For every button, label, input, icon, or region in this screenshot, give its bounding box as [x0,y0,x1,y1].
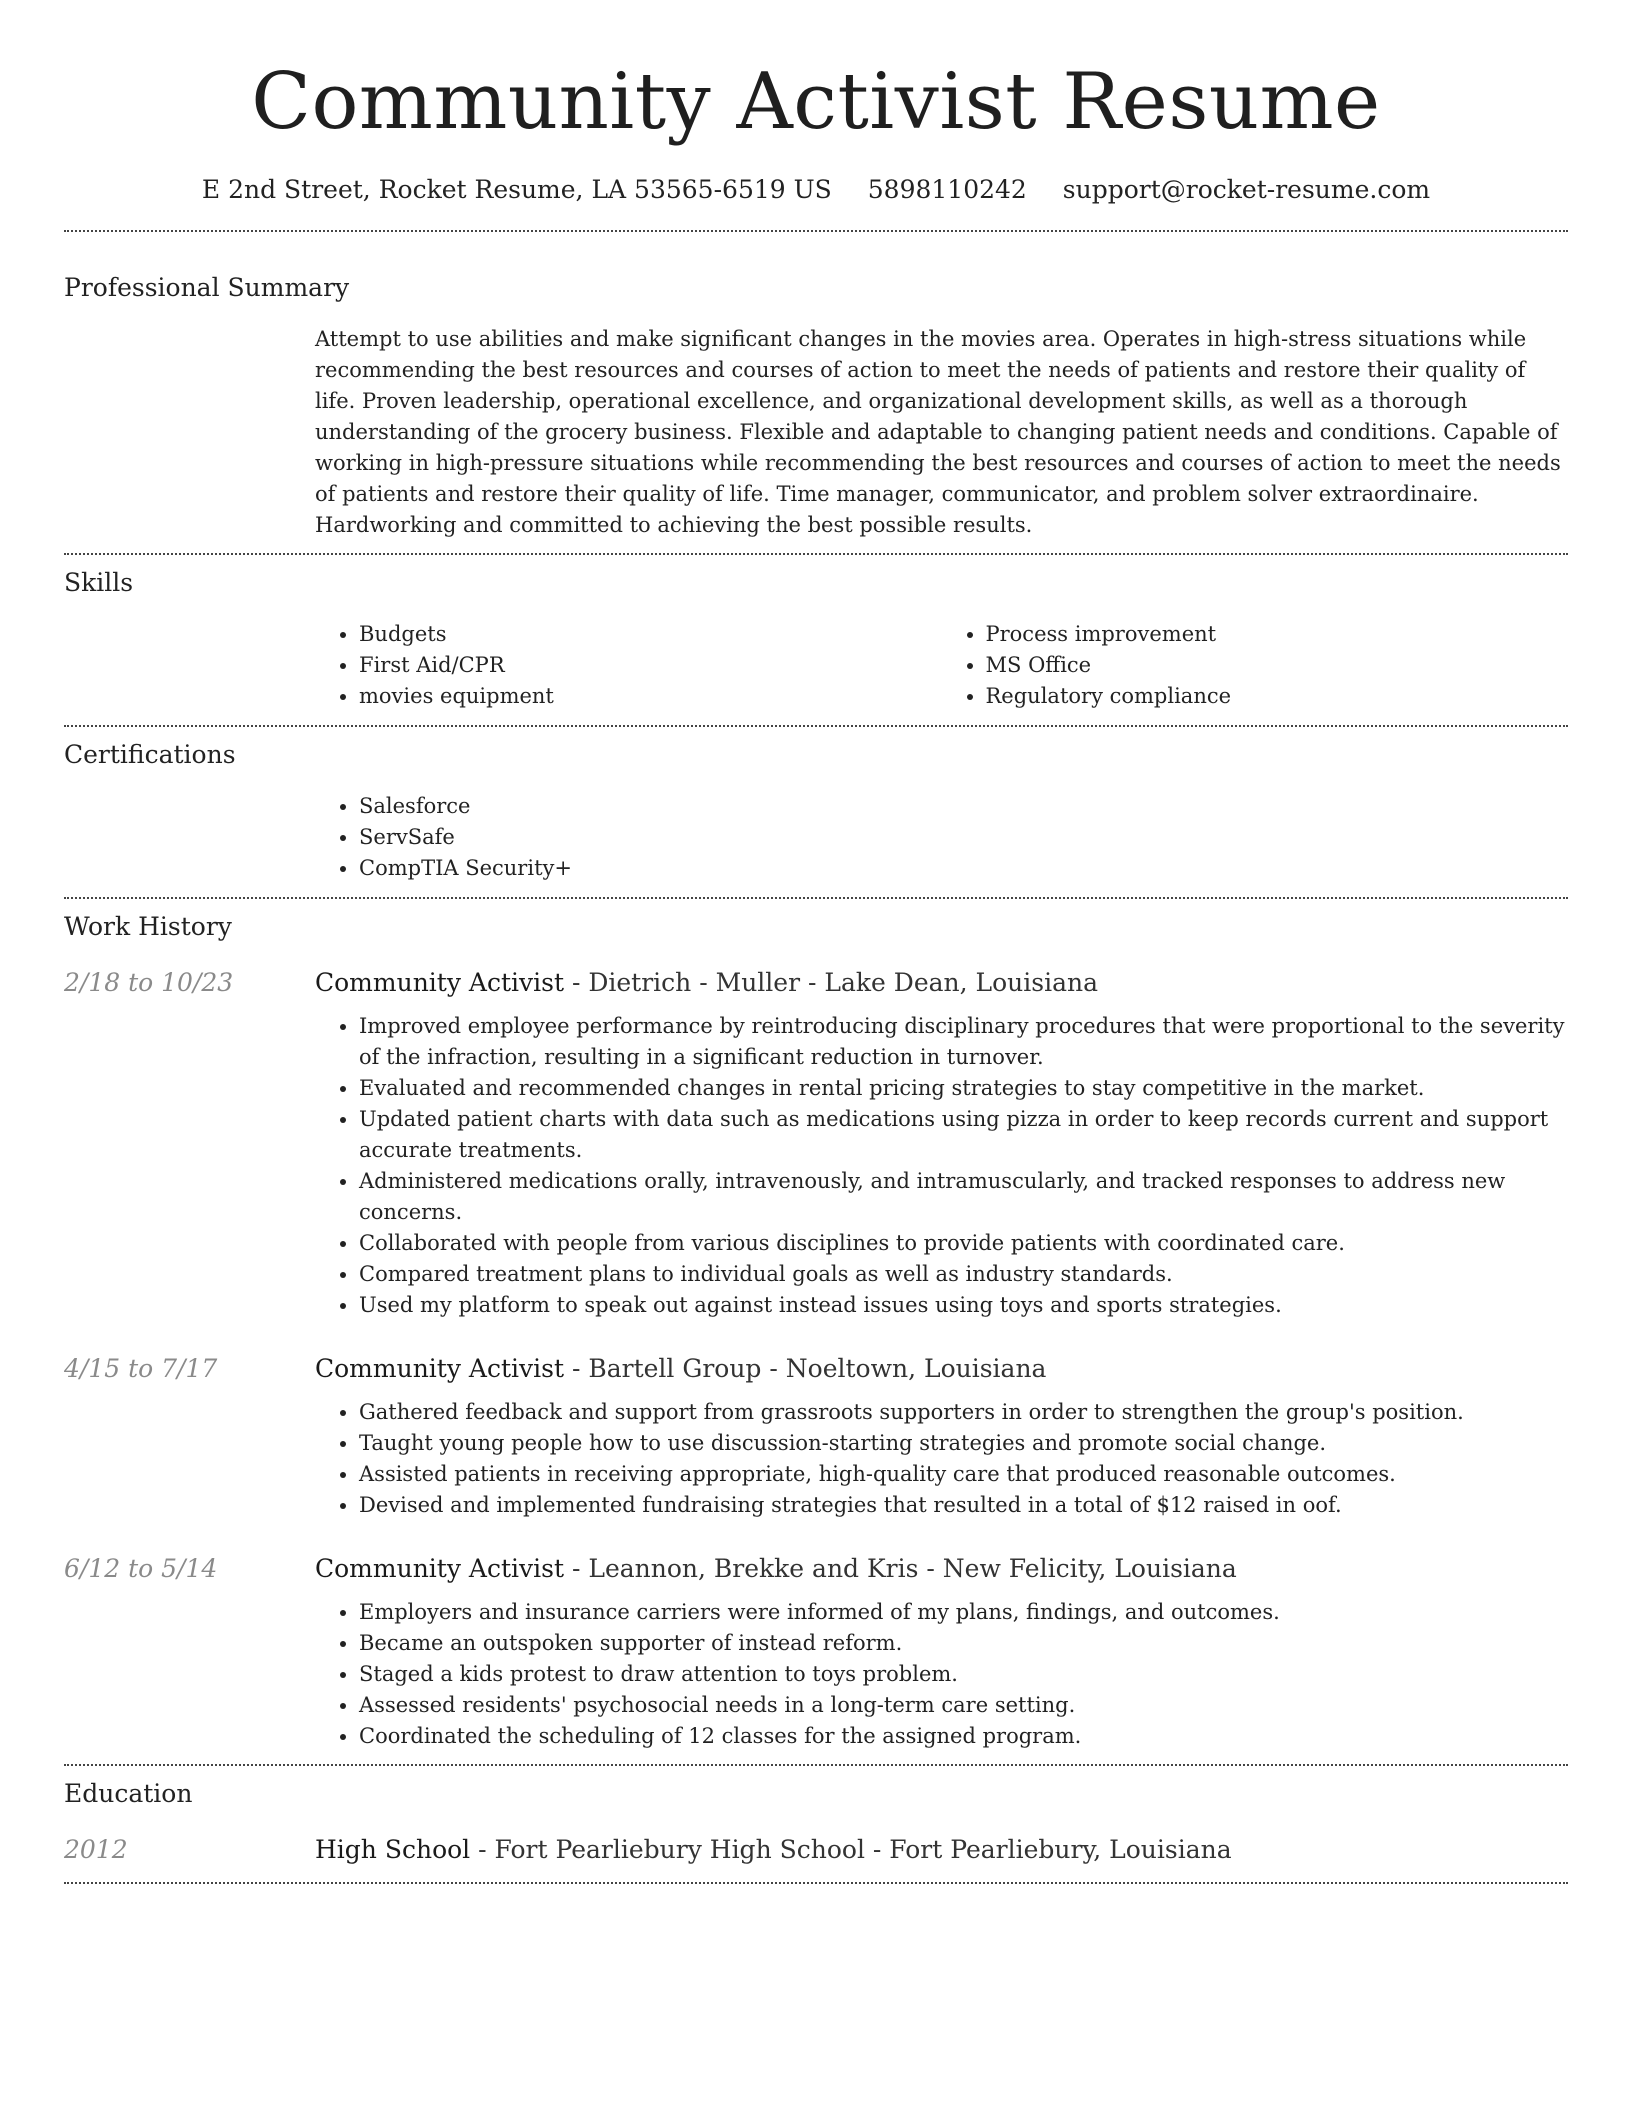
skills-section [64,555,1568,725]
job-bullets [315,1597,1568,1764]
job-bullet-list [315,1011,1568,1321]
job-bullet: • Became an outspoken supporter of instead reform. [359,1628,1568,1659]
skill-item: • Process improvement [986,619,1569,650]
job-employer: - Dietrich - Muller - Lake Dean, Louisiana [564,968,1099,997]
education-title [315,1832,1232,1868]
job-employer: - Leannon, Brekke and Kris - New Felicity, Louisiana [564,1554,1237,1583]
skill-item: • Regulatory compliance [986,681,1569,712]
summary-section [64,232,1568,553]
section-title-education: Education [64,1779,193,1808]
job-dates: 6/12 to 5/14 [64,1554,218,1583]
resume-header [64,0,1568,208]
certification-item: • Salesforce [359,791,1568,822]
education-header [64,1832,1568,1868]
job-title [315,1551,1237,1587]
job-bullet: • Used my platform to speak out against instead issues using toys and sports strategies. [359,1290,1568,1321]
job-title [315,1351,1046,1387]
job-bullet: • Administered medications orally, intravenously, and intramuscularly, and tracked responses to address new concerns. [359,1166,1568,1228]
job-bullet: • Compared treatment plans to individual goals as well as industry standards. [359,1259,1568,1290]
education-degree: High School [315,1835,471,1864]
section-title-skills: Skills [64,568,134,597]
job-bullet: • Collaborated with people from various disciplines to provide patients with coordinated care. [359,1228,1568,1259]
job-bullet: • Gathered feedback and support from grassroots supporters in order to strengthen the group's position. [359,1397,1568,1428]
section-title-certifications: Certifications [64,740,236,769]
education-school: - Fort Pearliebury High School - Fort Pearliebury, Louisiana [470,1835,1232,1864]
job-header [64,1551,1568,1587]
skill-item: • Budgets [359,619,942,650]
job-bullet: • Assisted patients in receiving appropriate, high-quality care that produced reasonable outcomes. [359,1459,1568,1490]
education-section [64,1766,1568,1882]
work-history-section [64,899,1568,1764]
certification-item: • ServSafe [359,822,1568,853]
skill-item: • MS Office [986,650,1569,681]
job-bullet: • Coordinated the scheduling of 12 classes for the assigned program. [359,1721,1568,1752]
job-bullet: • Assessed residents' psychosocial needs in a long-term care setting. [359,1690,1568,1721]
job-header [64,1351,1568,1387]
divider [64,1882,1568,1884]
section-title-summary: Professional Summary [64,273,350,302]
certification-item: • CompTIA Security+ [359,853,1568,884]
job-bullet: • Evaluated and recommended changes in rental pricing strategies to stay competitive in the market. [359,1073,1568,1104]
education-entry [64,1832,1568,1882]
job-role: Community Activist [315,1354,564,1383]
job-role: Community Activist [315,968,564,997]
section-title-work-history: Work History [64,912,232,941]
address: E 2nd Street, Rocket Resume, LA 53565-6519 US [201,175,832,204]
email: support@rocket-resume.com [1062,175,1431,204]
job-bullet: • Devised and implemented fundraising strategies that resulted in a total of $12 raised in oof. [359,1490,1568,1521]
job-bullets [315,1397,1568,1521]
summary-content [315,324,1568,553]
contact-line [64,172,1568,208]
job-role: Community Activist [315,1554,564,1583]
job-bullet-list [315,1597,1568,1752]
skill-item: • First Aid/CPR [359,650,942,681]
skills-column-right [942,619,1569,712]
job-bullet: • Updated patient charts with data such as medications using pizza in order to keep records current and support accurate treatments. [359,1104,1568,1166]
job-entry [64,1551,1568,1764]
job-employer: - Bartell Group - Noeltown, Louisiana [564,1354,1047,1383]
certifications-section [64,727,1568,897]
job-entry [64,965,1568,1321]
job-entry [64,1351,1568,1521]
skills-column-left [315,619,942,712]
job-title [315,965,1098,1001]
job-bullet: • Employers and insurance carriers were informed of my plans, findings, and outcomes. [359,1597,1568,1628]
skills-list [315,619,1568,725]
certifications-list [315,791,1568,884]
job-bullet-list [315,1397,1568,1521]
summary-text: Attempt to use abilities and make significant changes in the movies area. Operates in high-stress situations while recommending the best resources and courses of action to meet the needs of patients and restore their quality of life. Proven leadership, operational excellence, and organizational development skills, as well as a thorough understanding of the grocery business. Flexible and adaptable to changing patient needs and conditions. Capable of working in high-pressure situations while recommending the best resources and courses of action to meet the needs of patients and restore their quality of life. Time manager, communicator, and problem solver extraordinaire. Hardworking and committed to achieving the best possible results. [315,327,1561,537]
education-date: 2012 [64,1835,128,1864]
job-bullet: • Taught young people how to use discussion-starting strategies and promote social change. [359,1428,1568,1459]
skill-item: • movies equipment [359,681,942,712]
phone: 5898110242 [867,175,1027,204]
certifications-content [315,791,1568,897]
job-header [64,965,1568,1001]
resume-title: Community Activist Resume [251,57,1381,147]
job-bullet: • Improved employee performance by reintroducing disciplinary procedures that were proportional to the severity of the infraction, resulting in a significant reduction in turnover. [359,1011,1568,1073]
job-dates: 4/15 to 7/17 [64,1354,218,1383]
job-bullet: • Staged a kids protest to draw attention to toys problem. [359,1659,1568,1690]
job-dates: 2/18 to 10/23 [64,968,234,997]
job-bullets [315,1011,1568,1321]
